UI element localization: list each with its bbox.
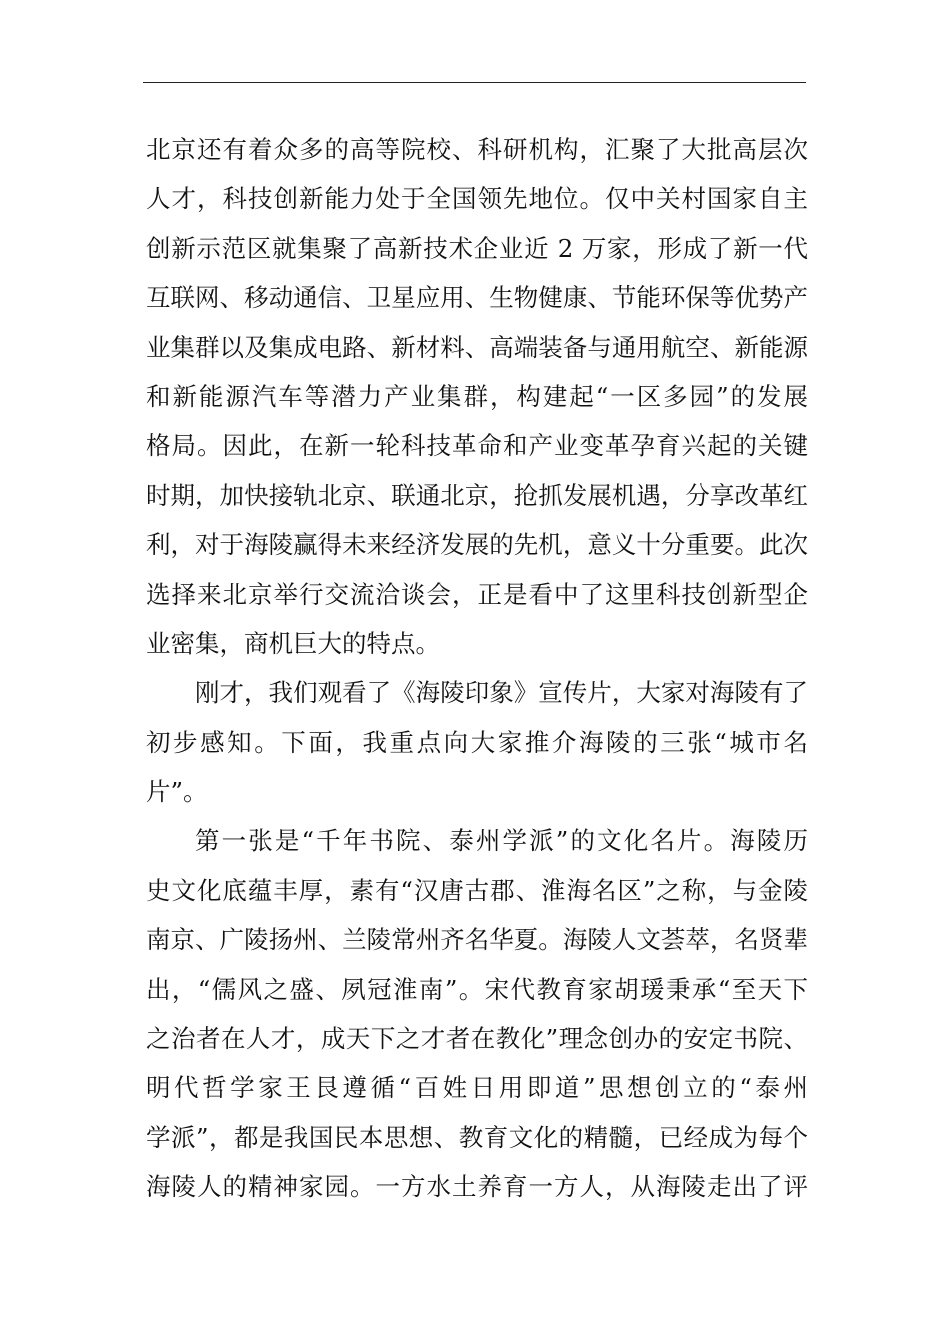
text-line: 创新示范区就集聚了高新技术企业近 2 万家，形成了新一代 xyxy=(146,233,808,263)
text-line: 史文化底蕴丰厚，素有“汉唐古郡、淮海名区”之称，与金陵 xyxy=(146,875,808,905)
text-line: 片”。 xyxy=(146,777,208,807)
text-line: 初步感知。下面，我重点向大家推介海陵的三张“城市名 xyxy=(146,727,808,757)
text-line: 和新能源汽车等潜力产业集群，构建起“一区多园”的发展 xyxy=(146,381,808,411)
text-line: 格局。因此，在新一轮科技革命和产业变革孕育兴起的关键 xyxy=(146,431,808,461)
body-text xyxy=(146,125,808,1212)
text-line: 北京还有着众多的高等院校、科研机构，汇聚了大批高层次 xyxy=(146,135,808,164)
text-line: 之治者在人才，成天下之才者在教化”理念创办的安定书院、 xyxy=(146,1024,808,1054)
text-line: 明代哲学家王艮遵循“百姓日用即道”思想创立的“泰州 xyxy=(146,1073,808,1103)
text-line: 业密集，商机巨大的特点。 xyxy=(146,628,440,658)
text-line: 学派”，都是我国民本思想、教育文化的精髓，已经成为每个 xyxy=(146,1122,808,1152)
text-line: 选择来北京举行交流洽谈会，正是看中了这里科技创新型企 xyxy=(146,579,808,609)
text-line: 出，“儒风之盛、夙冠淮南”。宋代教育家胡瑗秉承“至天下 xyxy=(146,974,808,1004)
text-line: 业集群以及集成电路、新材料、高端装备与通用航空、新能源 xyxy=(146,332,808,362)
text-line: 利，对于海陵赢得未来经济发展的先机，意义十分重要。此次 xyxy=(146,530,808,560)
paragraph-first-line: 刚才，我们观看了《海陵印象》宣传片，大家对海陵有了 xyxy=(195,678,808,708)
text-line: 南京、广陵扬州、兰陵常州齐名华夏。海陵人文荟萃，名贤辈 xyxy=(146,925,808,955)
text-line: 海陵人的精神家园。一方水土养育一方人，从海陵走出了评 xyxy=(146,1172,808,1202)
paragraph-first-line: 第一张是“千年书院、泰州学派”的文化名片。海陵历 xyxy=(195,826,808,856)
text-line: 人才，科技创新能力处于全国领先地位。仅中关村国家自主 xyxy=(146,184,808,214)
text-line: 时期，加快接轨北京、联通北京，抢抓发展机遇，分享改革红 xyxy=(146,480,808,510)
header-rule xyxy=(143,82,806,83)
text-line: 互联网、移动通信、卫星应用、生物健康、节能环保等优势产 xyxy=(146,283,808,313)
